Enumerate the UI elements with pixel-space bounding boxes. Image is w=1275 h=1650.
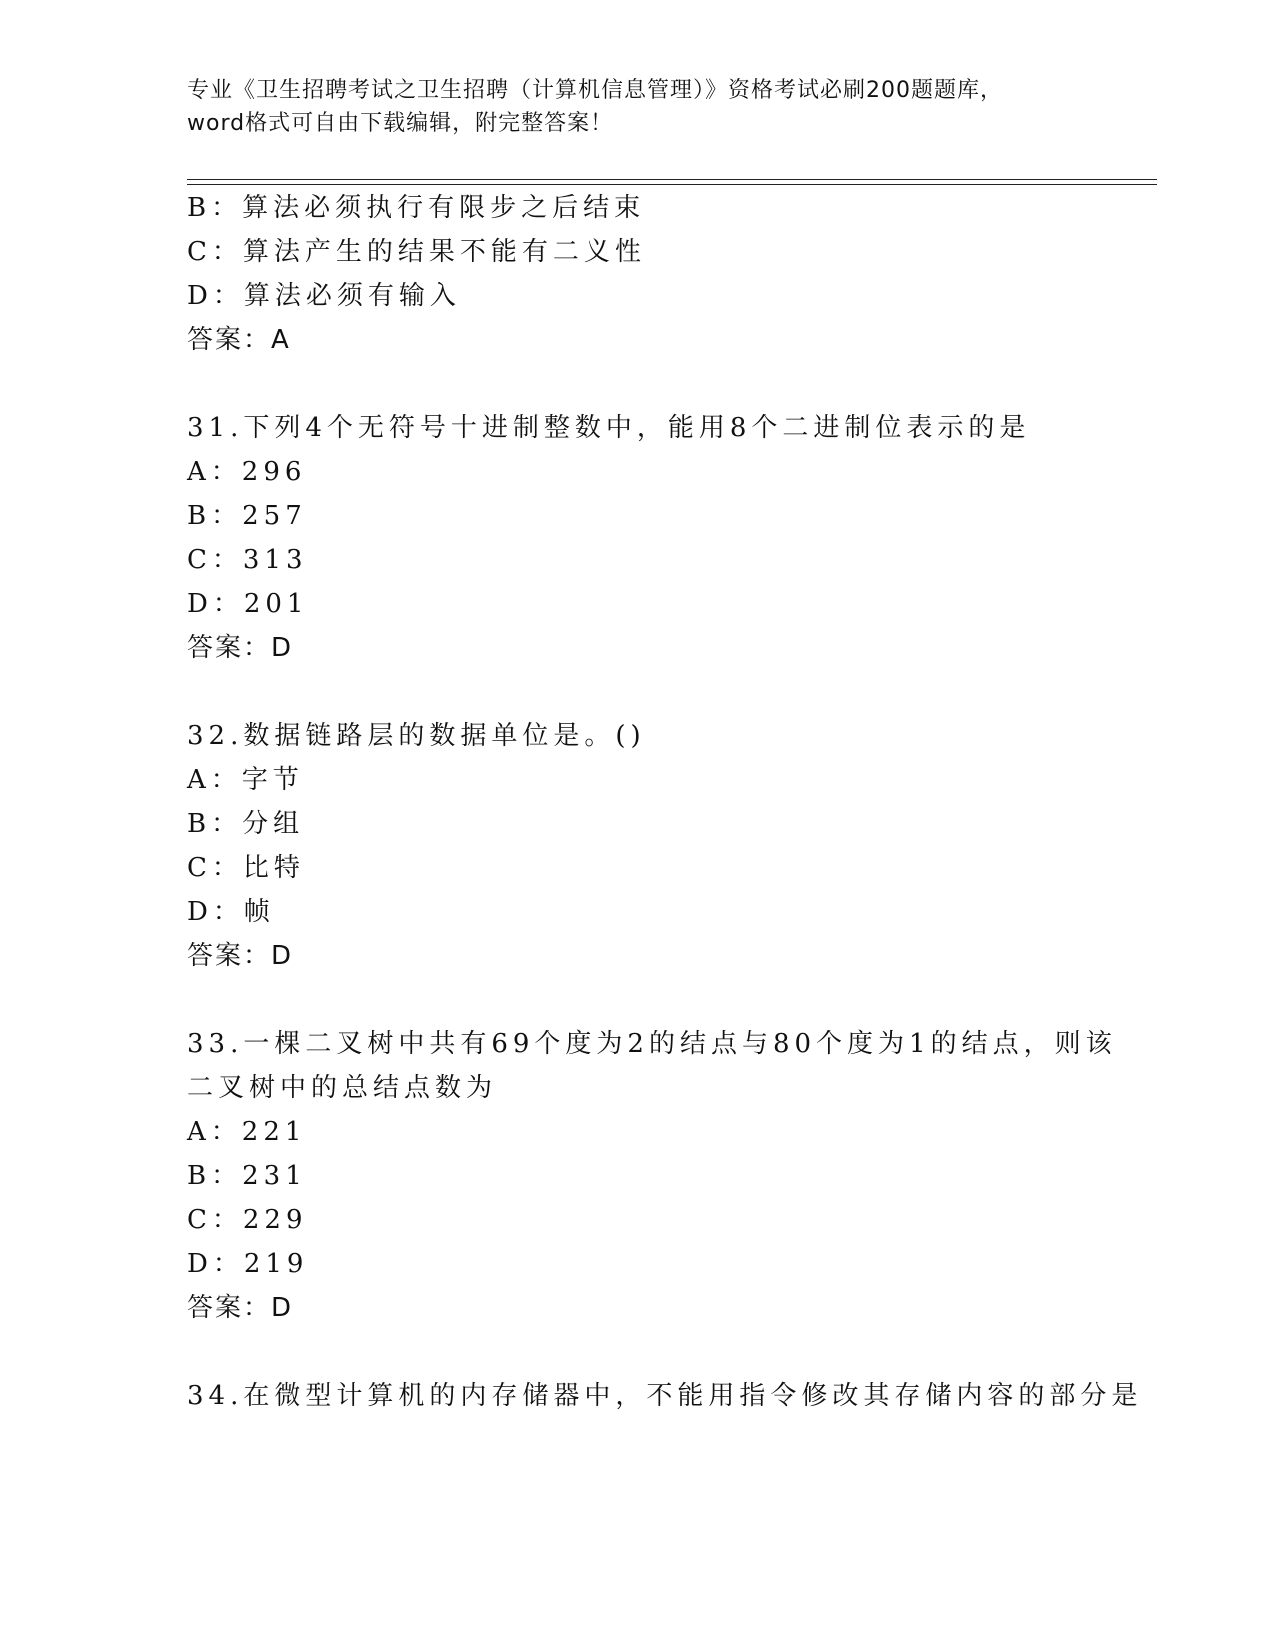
q30-answer: 答案：A: [187, 325, 291, 355]
q31-option-c: C：313: [187, 545, 308, 575]
q30-option-b: B：算法必须执行有限步之后结束: [187, 193, 646, 223]
q31-stem: 31.下列4个无符号十进制整数中，能用8个二进制位表示的是: [187, 413, 1031, 443]
q34-stem: 34.在微型计算机的内存储器中，不能用指令修改其存储内容的部分是: [187, 1381, 1143, 1411]
q31-option-b: B：257: [187, 501, 307, 531]
header-divider-bottom: [187, 184, 1157, 185]
q32-stem: 32.数据链路层的数据单位是。(): [187, 721, 646, 751]
header-divider-top: [187, 179, 1157, 180]
q30-option-d: D：算法必须有输入: [187, 281, 461, 311]
q32-option-b: B：分组: [187, 809, 305, 839]
header-line-2: word格式可自由下载编辑，附完整答案！: [187, 111, 614, 136]
q32-answer: 答案：D: [187, 941, 294, 971]
q32-option-c: C：比特: [187, 853, 305, 883]
document-header: [187, 74, 1087, 140]
q31-answer: 答案：D: [187, 633, 294, 663]
q33-option-c: C：229: [187, 1205, 308, 1235]
header-line-1: 专业《卫生招聘考试之卫生招聘（计算机信息管理）》资格考试必刷200题题库，: [187, 78, 1003, 103]
q33-stem-line-2: 二叉树中的总结点数为: [187, 1073, 498, 1103]
q31-option-d: D：201: [187, 589, 309, 619]
q33-stem-line-1: 33.一棵二叉树中共有69个度为2的结点与80个度为1的结点，则该: [187, 1029, 1117, 1059]
q33-option-a: A：221: [187, 1117, 307, 1147]
q33-option-b: B：231: [187, 1161, 307, 1191]
q30-option-c: C：算法产生的结果不能有二义性: [187, 237, 646, 267]
q33-answer: 答案：D: [187, 1293, 294, 1323]
q33-option-d: D：219: [187, 1249, 309, 1279]
q31-option-a: A：296: [187, 457, 307, 487]
q32-option-d: D：帧: [187, 897, 275, 927]
q32-option-a: A：字节: [187, 765, 304, 795]
